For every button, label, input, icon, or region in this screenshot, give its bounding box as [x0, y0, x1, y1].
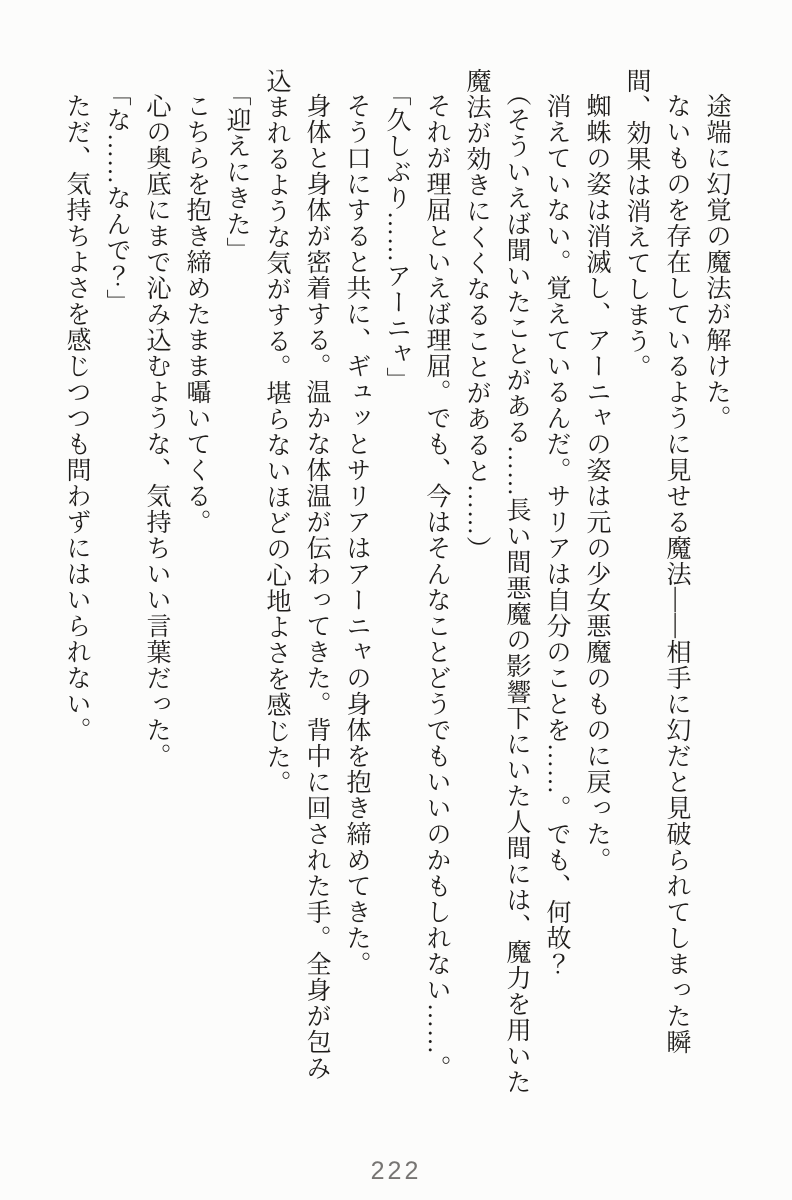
page-text: [52, 68, 736, 1100]
paragraph: （そういえば聞いたことがある……長い間悪魔の影響下にいた人間には、魔力を用いた魔法が効きにくくなることがあると……）: [463, 68, 530, 1095]
paragraph: こちらを抱き締めたまま囁いてくる。: [183, 93, 210, 535]
paragraph: 途端に幻覚の魔法が解けた。: [703, 93, 730, 431]
paragraph: 心の奥底にまで沁み込むような、気持ちいい言葉だった。: [143, 93, 170, 769]
paragraph: ないものを存在しているように見せる魔法――相手に幻だと見破られてしまった瞬間、効果は消えてしまう。: [623, 68, 690, 1055]
paragraph: 蜘蛛の姿は消滅し、アーニャの姿は元の少女悪魔のものに戻った。: [583, 93, 610, 873]
paragraph-dialogue: 「久しぶり……アーニャ」: [383, 80, 410, 393]
paragraph: 消えていない。覚えているんだ。サリアは自分のことを……。でも、何故？: [543, 93, 570, 977]
page-number: 222: [370, 1157, 422, 1185]
paragraph: 身体と身体が密着する。温かな体温が伝わってきた。背中に回された手。全身が包み込まれるような気がする。堪らないほどの心地よさを感じた。: [263, 68, 330, 1081]
paragraph: ただ、気持ちよさを感じつつも問わずにはいられない。: [63, 93, 90, 743]
paragraph: そう口にすると共に、ギュッとサリアはアーニャの身体を抱き締めてきた。: [343, 93, 370, 977]
paragraph: それが理屈といえば理屈。でも、今はそんなことどうでもいいのかもしれない……。: [423, 93, 450, 1081]
paragraph-dialogue: 「迎えにきた」: [223, 80, 250, 263]
paragraph-dialogue: 「な……なんで？」: [103, 80, 130, 315]
